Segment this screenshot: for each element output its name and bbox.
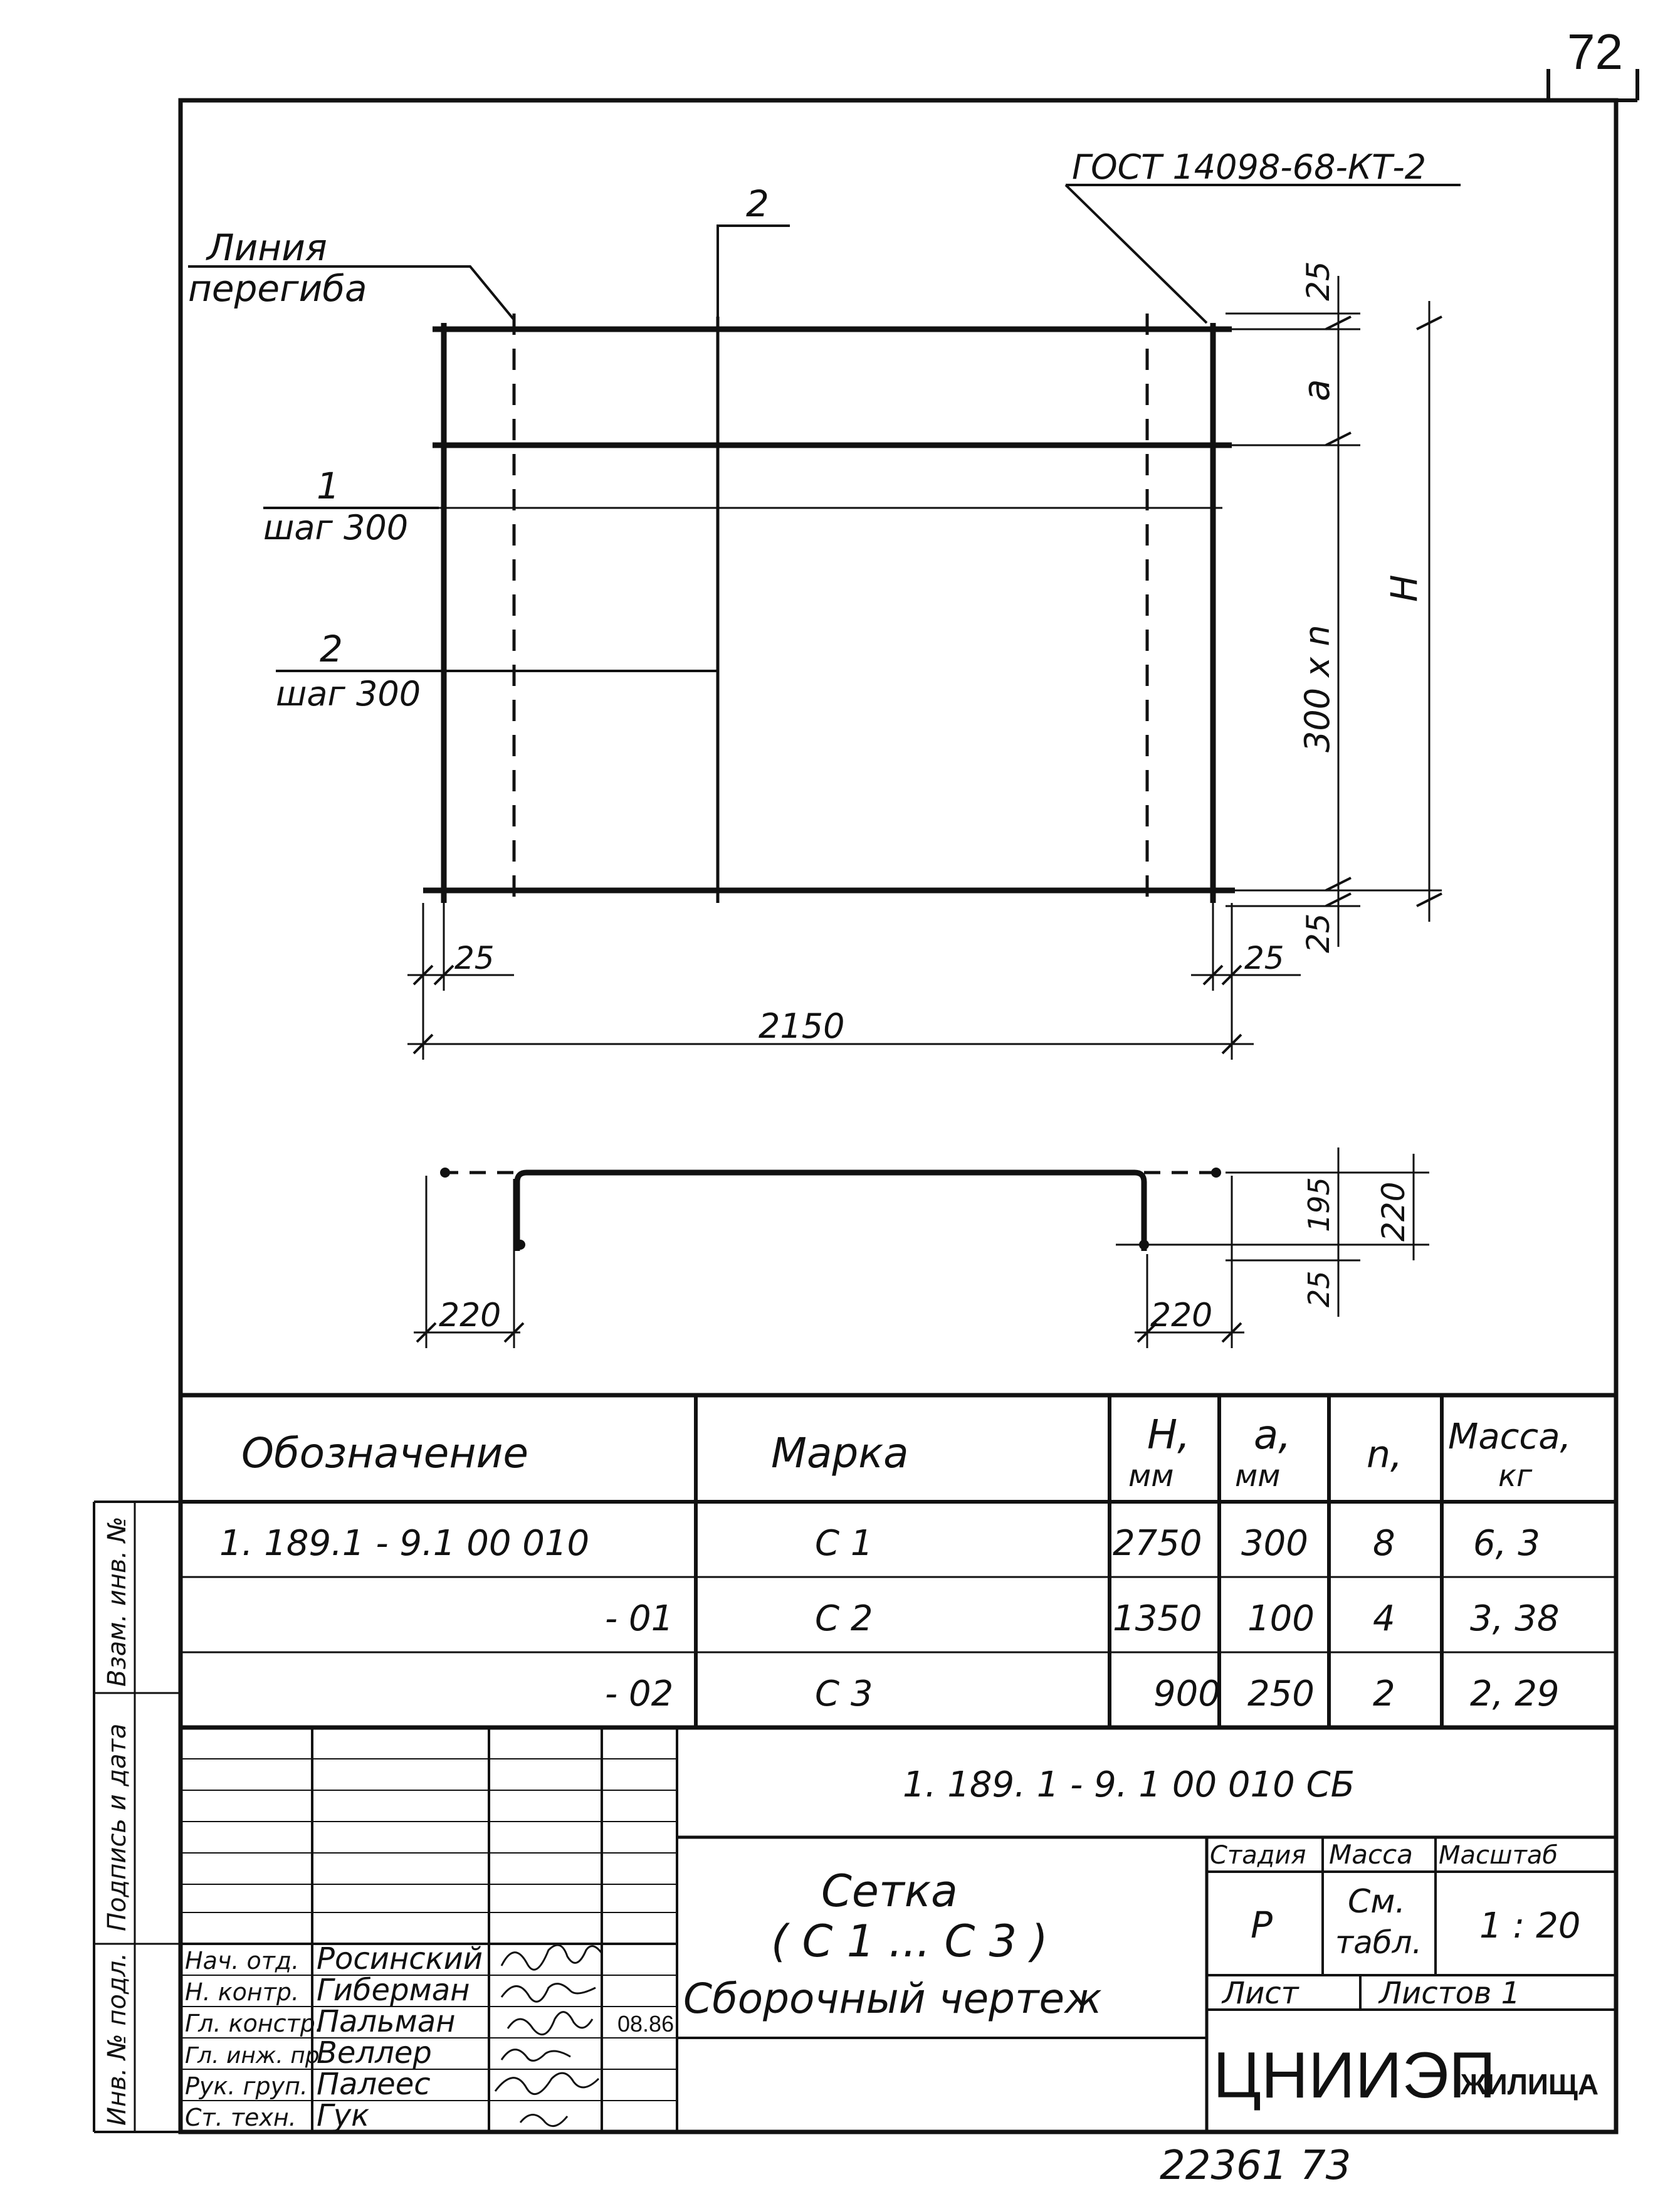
row-3-a: 250 (1247, 1674, 1315, 1714)
staff-name-5: Палеес (317, 2067, 431, 2102)
dim-H: H (1383, 574, 1425, 602)
sheet-header: Лист (1222, 1976, 1299, 2011)
dim-top-25: 25 (1300, 261, 1336, 301)
dim-2150: 2150 (759, 1006, 845, 1046)
staff-name-2: Гиберман (317, 1973, 470, 2008)
row-3-designation: - 02 (605, 1674, 674, 1714)
leader-2-number: 2 (320, 628, 343, 670)
profile-dim-25: 25 (1302, 1270, 1336, 1307)
org-name-suffix: ЖИЛИЩА (1461, 2068, 1599, 2101)
staff-role-6: Ст. техн. (185, 2104, 297, 2131)
scale-value: 1 : 20 (1479, 1906, 1581, 1946)
staff-role-2: Н. контр. (185, 1978, 300, 2006)
row-1-mark: С 1 (815, 1523, 873, 1564)
row-2-designation: - 01 (605, 1598, 674, 1639)
mass-header: Масса (1329, 1839, 1413, 1870)
title-line-3: Сборочный чертеж (683, 1975, 1102, 2023)
document-code: 1. 189. 1 - 9. 1 00 010 СБ (903, 1764, 1355, 1805)
row-2-mark: С 2 (815, 1598, 873, 1639)
staff-role-5: Рук. груп. (185, 2072, 308, 2100)
row-3-mass: 2, 29 (1470, 1674, 1560, 1714)
profile-dim-220-right: 220 (1150, 1297, 1213, 1334)
scale-header: Масштаб (1439, 1841, 1558, 1870)
header-n: n, (1367, 1433, 1403, 1477)
staff-role-1: Нач. отд. (185, 1947, 300, 1975)
dimensions-right (1226, 276, 1442, 947)
row-1-n: 8 (1373, 1523, 1395, 1564)
row-2-mass: 3, 38 (1470, 1598, 1560, 1639)
row-2-n: 4 (1373, 1598, 1395, 1639)
header-a-unit: мм (1235, 1458, 1281, 1494)
sheet-frame (181, 69, 1637, 2132)
row-3-n: 2 (1373, 1674, 1395, 1714)
dim-a: a (1295, 379, 1338, 401)
dim-bottom-25: 25 (1300, 913, 1336, 953)
staff-name-6: Гук (317, 2098, 370, 2133)
row-3-mark: С 3 (815, 1674, 873, 1714)
side-label-sign-date: Подпись и дата (103, 1723, 132, 1931)
leader-1-step: шаг 300 (263, 508, 409, 547)
bottom-archive-number: 22361 73 (1160, 2143, 1352, 2189)
row-1-mass: 6, 3 (1473, 1523, 1540, 1564)
leader-2-step: шаг 300 (276, 674, 421, 714)
title-line-1: Сетка (821, 1865, 958, 1917)
row-1-designation: 1. 189.1 - 9.1 00 010 (219, 1523, 590, 1564)
leaders (188, 185, 1461, 671)
stage-value: Р (1251, 1904, 1273, 1946)
header-a: a, (1254, 1412, 1291, 1458)
side-label-replace-inv: Взам. инв. № (103, 1516, 132, 1687)
row-2-H: 1350 (1113, 1598, 1202, 1639)
stage-header: Стадия (1210, 1841, 1306, 1870)
position-2-top-callout: 2 (746, 182, 769, 225)
header-mark: Марка (771, 1429, 909, 1477)
header-designation: Обозначение (241, 1429, 528, 1477)
row-2-a: 100 (1247, 1598, 1315, 1639)
staff-role-3: Гл. констр. (185, 2010, 323, 2037)
row-3-H: 900 (1153, 1674, 1221, 1714)
leader-1-number: 1 (317, 465, 340, 507)
profile-dim-195: 195 (1302, 1177, 1336, 1232)
bend-line-label: Линия (207, 226, 327, 269)
row-1-H: 2750 (1113, 1523, 1202, 1564)
bend-line-label-2: перегиба (188, 267, 367, 310)
title-line-2: ( С 1 ... С 3 ) (771, 1916, 1048, 1967)
mass-value-1: См. (1348, 1883, 1406, 1921)
dimensions-bottom (407, 903, 1301, 1060)
row-1-a: 300 (1241, 1523, 1308, 1564)
header-mass: Масса, (1448, 1416, 1572, 1457)
org-name: ЦНИИЭП (1213, 2039, 1496, 2112)
profile-dim-220-vertical: 220 (1375, 1181, 1412, 1242)
staff-name-4: Веллер (317, 2035, 432, 2070)
header-H: H, (1147, 1412, 1190, 1458)
staff-name-1: Росинский (317, 1941, 483, 1976)
mass-value-2: табл. (1335, 1924, 1422, 1961)
dim-300-n: 300 x n (1298, 625, 1337, 752)
signatures (495, 1945, 602, 2126)
bent-profile-view (414, 1147, 1429, 1348)
dim-right-25: 25 (1244, 940, 1284, 976)
header-mass-unit: кг (1498, 1458, 1533, 1494)
sheets-header: Листов 1 (1379, 1976, 1521, 2011)
dim-left-25: 25 (454, 940, 495, 976)
profile-dim-220-left: 220 (439, 1297, 501, 1334)
side-label-inv-no: Инв. № подл. (103, 1953, 132, 2126)
sign-date: 08.86 (617, 2011, 675, 2037)
mesh-plan-view (423, 314, 1235, 903)
corner-sheet-number: 72 (1567, 24, 1623, 80)
header-H-unit: мм (1128, 1458, 1174, 1494)
staff-role-4: Гл. инж. пр. (185, 2043, 327, 2069)
staff-name-3: Пальман (317, 2004, 456, 2039)
gost-callout: ГОСТ 14098-68-КТ-2 (1072, 147, 1427, 187)
